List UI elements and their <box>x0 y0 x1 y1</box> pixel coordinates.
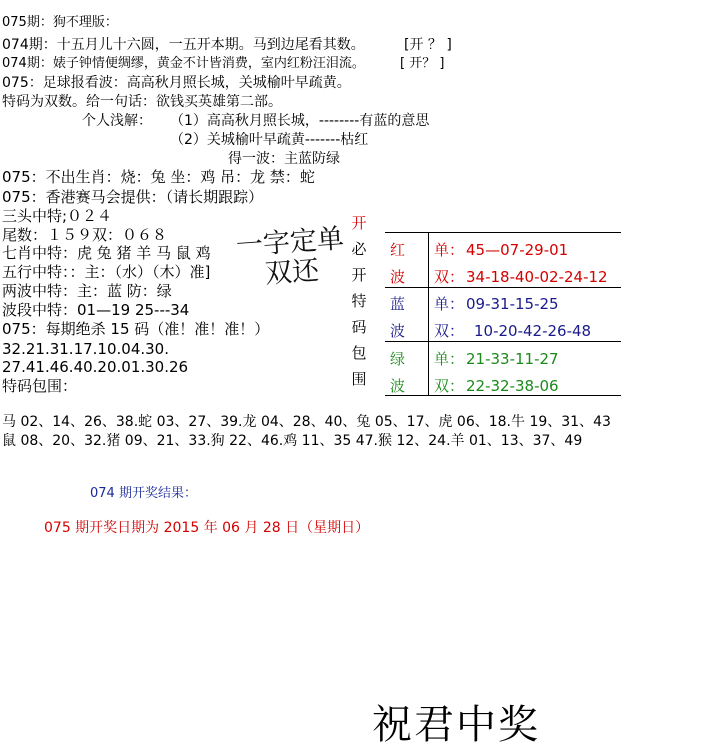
row-numbers: 22-32-38-06 <box>466 377 559 395</box>
five-elements-line: 五行中特：：主：（水）（木）准] <box>2 263 211 281</box>
next-draw-date: 075 期开奖日期为 2015 年 06 月 28 日（星期日） <box>44 520 370 536</box>
header-line-3: 074期：婊子钟情便绸缪，黄金不计皆消费，室内红粉汪泪流。 <box>2 56 365 71</box>
zodiac-numbers-line-2: 鼠 08、20、32.猪 09、21、33.狗 22、46.鸡 11、35 47.猴 12、24.羊 01、13、37、49 <box>2 433 583 449</box>
wave-color-label: 波 <box>390 377 406 395</box>
row-kind: 单： <box>434 241 465 259</box>
analysis-title: 个人浅解： <box>82 113 152 129</box>
table-divider <box>385 287 621 288</box>
row-kind: 双： <box>434 377 465 395</box>
header-line-1: 075期：狗不理版： <box>2 15 118 30</box>
vertical-char: 码 <box>351 318 367 336</box>
table-row <box>434 239 568 260</box>
table-row <box>434 320 591 341</box>
row-numbers: 10-20-42-26-48 <box>474 322 592 340</box>
vertical-label <box>349 210 369 392</box>
analysis-result: 得一波：主蓝防绿 <box>228 151 340 167</box>
hk-jockey-line: 075：香港赛马会提供：（请长期跟踪） <box>2 188 264 206</box>
wave-range-line: 波段中特：01—19 25---34 <box>2 301 190 319</box>
table-divider <box>385 341 621 342</box>
analysis-line-2: （2）关城榆叶早疏黄-------枯红 <box>170 132 369 148</box>
open-tag-2: [ 开？ ] <box>400 56 445 71</box>
result-label: 074 期开奖结果： <box>90 486 197 501</box>
analysis-line-1: （1）高高秋月照长城，--------有蓝的意思 <box>170 113 430 129</box>
row-numbers: 34-18-40-02-24-12 <box>466 268 608 286</box>
vertical-char: 必 <box>351 240 367 258</box>
vertical-char: 围 <box>351 370 367 388</box>
vertical-char: 包 <box>351 344 367 362</box>
blessing-text: 祝君中奖 <box>372 702 540 748</box>
row-kind: 双： <box>434 268 465 286</box>
table-row <box>434 266 608 287</box>
wave-color-label: 绿 <box>390 350 406 368</box>
seven-zodiac-line: 七肖中特：虎 兔 猪 羊 马 鼠 鸡 <box>2 244 211 262</box>
row-numbers: 09-31-15-25 <box>466 295 559 313</box>
special-surround-line: 特码包围： <box>2 377 78 395</box>
open-tag-1: [开 ？ ] <box>404 37 452 53</box>
table-row <box>434 375 559 396</box>
row-kind: 单： <box>434 350 465 368</box>
row-numbers: 21-33-11-27 <box>466 350 559 368</box>
vertical-char: 开 <box>351 266 367 284</box>
kill-numbers-line-2: 27.41.46.40.20.01.30.26 <box>2 358 189 376</box>
two-waves-line: 两波中特：主：蓝 防：绿 <box>2 282 172 300</box>
wave-color-label: 波 <box>390 268 406 286</box>
vertical-char: 开 <box>351 214 367 232</box>
row-kind: 单： <box>434 295 465 313</box>
row-kind: 双： <box>434 322 465 340</box>
wave-color-label: 蓝 <box>390 295 406 313</box>
kill-15-line: 075：每期绝杀 15 码（准！准！准！） <box>2 320 270 338</box>
vertical-char: 特 <box>351 292 367 310</box>
kill-numbers-line-1: 32.21.31.17.10.04.30. <box>2 340 169 358</box>
wave-color-label: 波 <box>390 322 406 340</box>
zodiac-numbers-line-1: 马 02、14、26、38.蛇 03、27、39.龙 04、28、40、兔 05、17、虎 06、18.牛 19、31、43 <box>2 414 611 430</box>
header-line-5: 特码为双数。给一句话：欲钱买英雄第二部。 <box>2 94 282 110</box>
tail-numbers-line: 尾数：１５９双：０６８ <box>2 226 168 244</box>
wave-color-label: 红 <box>390 241 406 259</box>
header-line-4: 075：足球报看波：高高秋月照长城，关城榆叶早疏黄。 <box>2 75 351 91</box>
no-zodiac-line: 075：不出生肖：烧：兔 坐：鸡 吊：龙 禁：蛇 <box>2 168 315 186</box>
header-line-2: 074期：十五月儿十六圆，一五开本期。马到边尾看其数。 <box>2 37 365 53</box>
three-heads-line: 三头中特;０２４ <box>2 207 113 225</box>
table-row <box>434 293 559 314</box>
single-double-stamp: 一字定单双还 <box>234 223 345 290</box>
table-row <box>434 348 559 369</box>
table-border <box>385 232 621 233</box>
table-column-divider <box>428 232 429 395</box>
row-numbers: 45—07-29-01 <box>466 241 569 259</box>
